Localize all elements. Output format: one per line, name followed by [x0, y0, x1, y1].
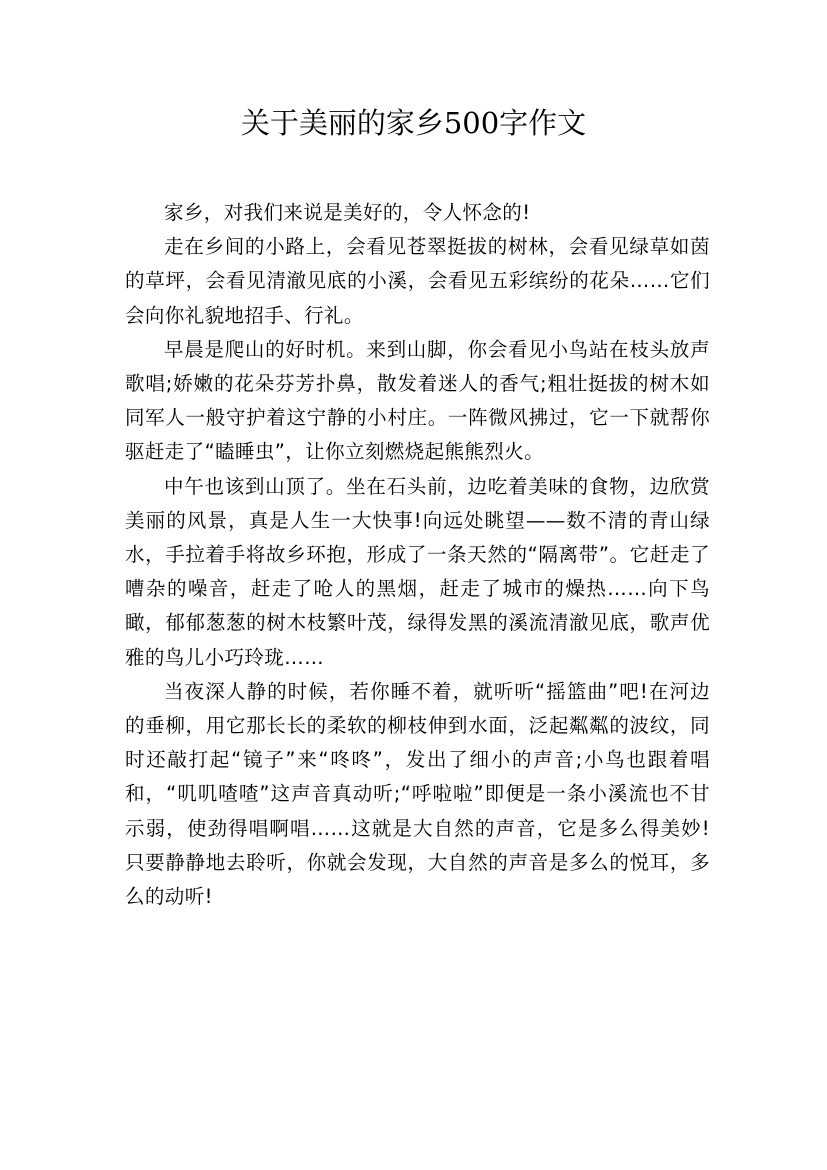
- paragraph: 当夜深人静的时候，若你睡不着，就听听“摇篮曲”吧!在河边的垂柳，用它那长长的柔软的柳枝伸到水面，泛起粼粼的波纹，同时还敲打起“镜子”来“咚咚”，发出了细小的声音;小鸟也跟着唱和，“叽叽喳喳”这声音真动听;“呼啦啦”即便是一条小溪流也不甘示弱，使劲得唱啊唱……这就是大自然的声音，它是多么得美妙!只要静静地去聆听，你就会发现，大自然的声音是多么的悦耳，多么的动听!: [125, 679, 710, 909]
- document-body: [125, 196, 710, 914]
- document-title: 关于美丽的家乡500字作文: [240, 106, 587, 140]
- paragraph: 早晨是爬山的好时机。来到山脚，你会看见小鸟站在枝头放声歌唱;娇嫩的花朵芬芳扑鼻，散发着迷人的香气;粗壮挺拔的树木如同军人一般守护着这宁静的小村庄。一阵微风拂过，它一下就帮你驱赶走了“瞌睡虫”，让你立刻燃烧起熊熊烈火。: [125, 337, 710, 464]
- paragraph: 家乡，对我们来说是美好的，令人怀念的!: [164, 201, 531, 224]
- paragraph: 中午也该到山顶了。坐在石头前，边吃着美味的食物，边欣赏美丽的风景，真是人生一大快事!向远处眺望——数不清的青山绿水，手拉着手将故乡环抱，形成了一条天然的“隔离带”。它赶走了嘈杂的噪音，赶走了呛人的黑烟，赶走了城市的燥热……向下鸟瞰，郁郁葱葱的树木枝繁叶茂，绿得发黑的溪流清澈见底，歌声优雅的鸟儿小巧玲珑……: [125, 474, 710, 669]
- paragraph: 走在乡间的小路上，会看见苍翠挺拔的树林，会看见绿草如茵的草坪，会看见清澈见底的小溪，会看见五彩缤纷的花朵……它们会向你礼貌地招手、行礼。: [125, 235, 710, 327]
